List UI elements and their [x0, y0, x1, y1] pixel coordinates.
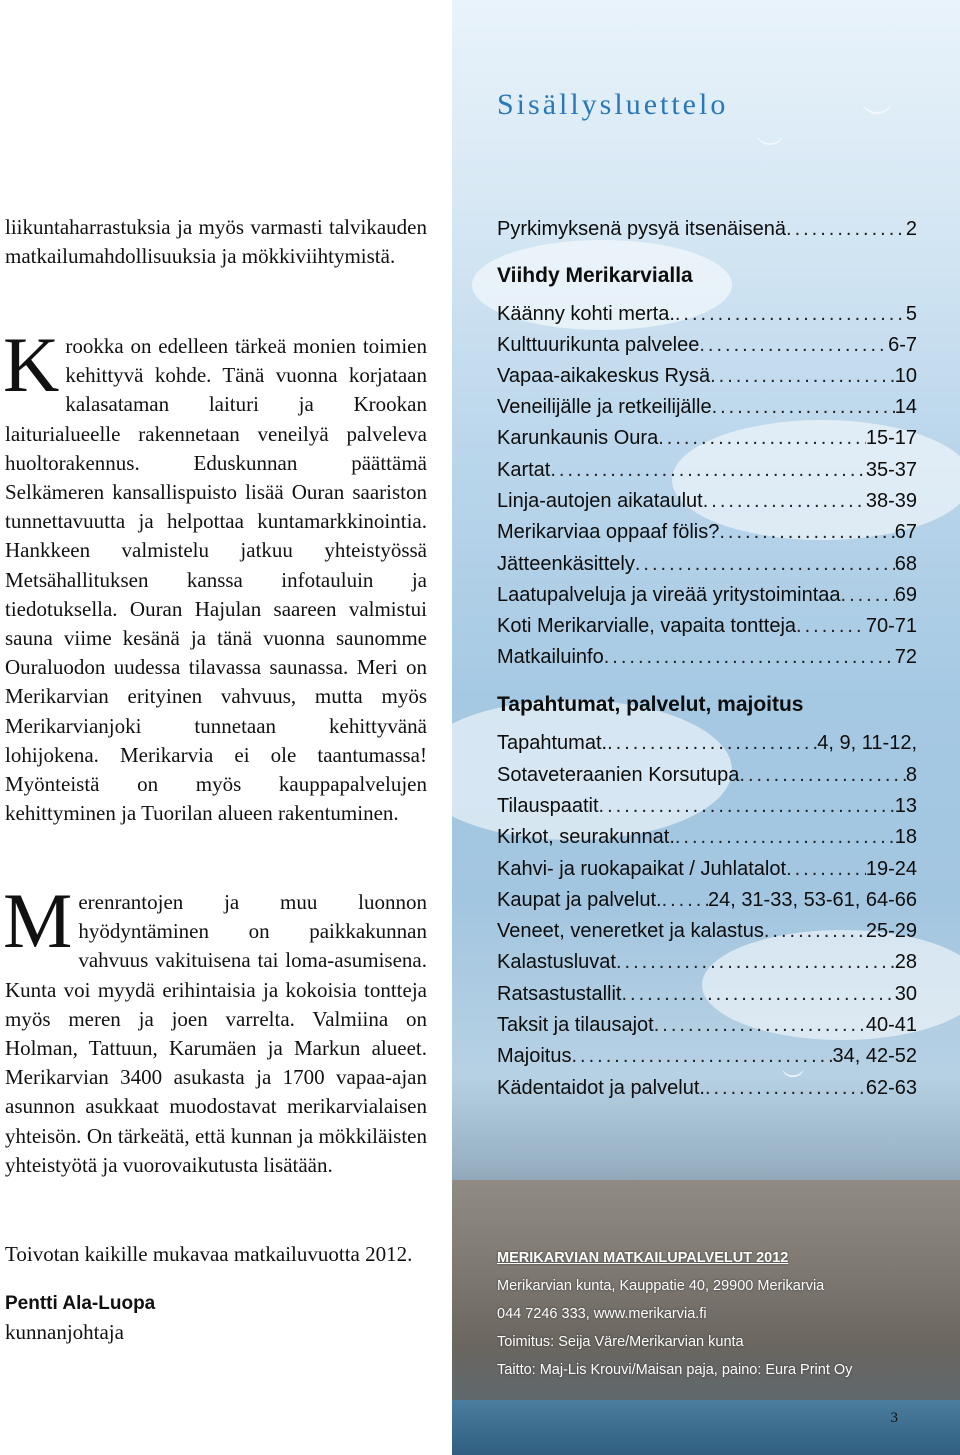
toc-row[interactable]: [497, 920, 917, 943]
toc-row[interactable]: [497, 646, 917, 669]
paragraph-intro: [5, 213, 427, 271]
toc-leader: [841, 584, 895, 607]
toc-row[interactable]: [497, 1045, 917, 1068]
toc-entry-title: Linja-autojen aikataulut: [497, 490, 703, 512]
toc-section-heading-1: Viihdy Merikarvialla: [497, 264, 693, 287]
toc-entry-page: 70-71: [865, 615, 917, 637]
toc-leader: [764, 920, 866, 943]
toc-entry-title: Sotaveteraanien Korsutupa: [497, 764, 740, 786]
toc-entry-page: 25-29: [865, 920, 917, 942]
toc-entry-title: Jätteenkäsittely: [497, 553, 635, 575]
toc-leader: [675, 826, 895, 849]
toc-row[interactable]: [497, 584, 917, 607]
dropcap-m: M: [3, 877, 73, 964]
toc-entry-page: 24, 31-33, 53-61, 64-66: [707, 889, 917, 911]
toc-leader: [739, 764, 905, 787]
toc-entry-page: 40-41: [865, 1014, 917, 1036]
toc-entry-title: Kartat: [497, 459, 551, 481]
toc-entry-title: Pyrkimyksenä pysyä itsenäisenä: [497, 218, 787, 240]
toc-entry-page: 14: [894, 396, 917, 418]
paragraph-merenrannat-text: erenrantojen ja muu luonnon hyödyntäminen on paikkakunnan vahvuus vakituisena tai loma-asumisena. Kunta voi myydä erihintaisia ja kokoisia tontteja myös meren ja joen varrelta. Valmiina on Holman, Tattuun, Karumäen ja Markun alueet. Merikarvian 3400 asukasta ja 1700 vapaa-ajan asunnon asukkaat muodostavat merikarvialaisen yhteisön. On tärkeätä, että kunnan ja mökkiläisten yhteistyötä ja vuorovaikutusta lisätään.: [5, 890, 427, 1177]
toc-row[interactable]: [497, 303, 917, 326]
toc-row[interactable]: [497, 365, 917, 388]
toc-row[interactable]: [497, 427, 917, 450]
toc-section-heading-2: Tapahtumat, palvelut, majoitus: [497, 693, 804, 716]
toc-entry-title: Veneet, veneretket ja kalastus: [497, 920, 764, 942]
toc-title: Sisällysluettelo: [497, 88, 729, 121]
toc-leader: [703, 490, 866, 513]
toc-leader: [604, 646, 895, 669]
toc-leader: [571, 1045, 832, 1068]
signature-name: Pentti Ala-Luopa: [5, 1293, 156, 1314]
paragraph-merenrannat: [3, 877, 427, 1180]
toc-row[interactable]: [497, 732, 917, 755]
imprint-editor: Toimitus: Seija Väre/Merikarvian kunta: [497, 1334, 744, 1350]
toc-entry-page: 30: [894, 983, 917, 1005]
toc-entry-title: Käänny kohti merta.: [497, 303, 675, 325]
toc-entry-page: 68: [894, 553, 917, 575]
toc-entry-title: Kädentaidot ja palvelut.: [497, 1077, 705, 1099]
signature-title: kunnanjohtaja: [5, 1320, 124, 1344]
toc-row[interactable]: [497, 983, 917, 1006]
toc-entry-title: Koti Merikarvialle, vapaita tontteja: [497, 615, 797, 637]
toc-entry-title: Kirkot, seurakunnat.: [497, 826, 675, 848]
toc-leader: [705, 1077, 866, 1100]
seagull-icon: ︶: [757, 136, 784, 166]
imprint-layout-print: Taitto: Maj-Lis Krouvi/Maisan paja, paino: Eura Print Oy: [497, 1362, 853, 1378]
toc-entry-page: 6-7: [888, 334, 917, 356]
toc-row[interactable]: [497, 1014, 917, 1037]
toc-leader: [616, 951, 895, 974]
toc-leader: [675, 303, 906, 326]
toc-entry-page: 72: [894, 646, 917, 668]
toc-row[interactable]: [497, 1077, 917, 1100]
toc-panel: [452, 0, 960, 1455]
toc-leader: [658, 427, 866, 450]
toc-leader: [622, 983, 895, 1006]
toc-row[interactable]: [497, 459, 917, 482]
toc-entry-page: 38-39: [865, 490, 917, 512]
toc-entry-page: 10: [894, 365, 917, 387]
seagull-icon: ︶: [782, 1070, 805, 1095]
toc-row[interactable]: [497, 615, 917, 638]
page-number: 3: [890, 1410, 898, 1426]
toc-row[interactable]: [497, 334, 917, 357]
toc-entry-title: Tapahtumat.: [497, 732, 608, 754]
toc-entry-page: 15-17: [865, 427, 917, 449]
toc-entry-page: 2: [905, 218, 917, 240]
toc-entry-page: 69: [894, 584, 917, 606]
toc-entry-title: Laatupalveluja ja vireää yritystoimintaa: [497, 584, 841, 606]
toc-leader: [719, 521, 894, 544]
toc-entry-title: Vapaa-aikakeskus Rysä: [497, 365, 711, 387]
toc-entry-page: 18: [894, 826, 917, 848]
toc-entry-page: 34, 42-52: [832, 1045, 917, 1067]
toc-row[interactable]: [497, 396, 917, 419]
imprint-heading: MERIKARVIAN MATKAILUPALVELUT 2012: [497, 1250, 789, 1266]
toc-leader: [599, 795, 895, 818]
imprint-address: Merikarvian kunta, Kauppatie 40, 29900 Merikarvia: [497, 1278, 825, 1294]
toc-entry-page: 28: [894, 951, 917, 973]
toc-row[interactable]: [497, 764, 917, 787]
imprint-block: [497, 1244, 937, 1384]
toc-entry-page: 19-24: [865, 858, 917, 880]
toc-leader: [786, 218, 906, 241]
toc-entry-title: Taksit ja tilausajot: [497, 1014, 654, 1036]
toc-leader: [712, 396, 895, 419]
paragraph-krookka: [3, 321, 427, 828]
toc-leader: [607, 732, 817, 755]
toc-leader: [654, 1014, 866, 1037]
toc-entry-page: 8: [905, 764, 917, 786]
paragraph-krookka-text: rookka on edelleen tärkeä monien toimien kehittyvä kohde. Tänä vuonna korjataan kalasataman laituri ja Krookan laiturialueelle rakennetaan veneilyä palveleva huoltorakennus. Eduskunnan päättämä Selkämeren kansallispuisto lisää Ouran saariston tunnettavuutta ja helpottaa kuntamarkkinointia. Hankkeen valmistelu jatkuu yhteistyössä Metsähallituksen kanssa infotauluin ja tiedotuksella. Ouran Hajulan saareen valmistui sauna viime kesänä ja tänä vuonna saunomme Ouraluodon uudessa tilavassa saunassa. Meri on Merikarvian erityinen vahvuus, mutta myös Merikarvianjoki tunnetaan kehittyvänä lohijokena. Merikarvia ei ole taantumassa! Myönteistä on myös kauppapalvelujen kehittyminen ja Tuorilan alueen rakentuminen.: [5, 334, 427, 826]
toc-leader: [796, 615, 866, 638]
toc-entry-page: 5: [905, 303, 917, 325]
toc-entry-page: 67: [894, 521, 917, 543]
toc-entry-title: Merikarviaa oppaaf fölis?: [497, 521, 720, 543]
toc-row[interactable]: [497, 826, 917, 849]
dropcap-k: K: [3, 321, 60, 408]
toc-row[interactable]: [497, 521, 917, 544]
toc-entry-title: Tilauspaatit: [497, 795, 599, 817]
toc-leader: [662, 889, 708, 912]
toc-entry-title: Majoitus: [497, 1045, 572, 1067]
toc-entry-page: 35-37: [865, 459, 917, 481]
toc-entry-page: 4, 9, 11-12,: [817, 732, 917, 754]
toc-leader: [635, 553, 895, 576]
toc-leader: [699, 334, 888, 357]
toc-entry-title: Karunkaunis Oura: [497, 427, 659, 449]
toc-leader: [710, 365, 895, 388]
toc-row[interactable]: [497, 490, 917, 513]
toc-row[interactable]: [497, 889, 917, 912]
sea-image: [452, 1400, 960, 1455]
toc-entry-title: Veneilijälle ja retkeilijälle: [497, 396, 712, 418]
toc-row-intro[interactable]: [497, 218, 917, 241]
toc-leader: [550, 459, 865, 482]
toc-entry-title: Matkailuinfo: [497, 646, 604, 668]
toc-row[interactable]: [497, 553, 917, 576]
toc-entry-page: 62-63: [865, 1077, 917, 1099]
seagull-icon: ︶: [862, 103, 892, 138]
toc-leader: [786, 858, 866, 881]
closing-greeting: Toivotan kaikille mukavaa matkailuvuotta 2012.: [5, 1242, 413, 1266]
toc-entry-title: Kulttuurikunta palvelee: [497, 334, 700, 356]
toc-row[interactable]: [497, 795, 917, 818]
toc-entry-title: Kahvi- ja ruokapaikat / Juhlatalot: [497, 858, 787, 880]
toc-row[interactable]: [497, 858, 917, 881]
paragraph-intro-text: liikuntaharrastuksia ja myös varmasti talvikauden matkailumahdollisuuksia ja mökkiviihtymistä.: [5, 215, 427, 269]
toc-entry-title: Ratsastustallit: [497, 983, 622, 1005]
imprint-contact: 044 7246 333, www.merikarvia.fi: [497, 1306, 707, 1322]
toc-entry-title: Kalastusluvat: [497, 951, 616, 973]
toc-row[interactable]: [497, 951, 917, 974]
signature-block: [5, 1240, 435, 1347]
toc-entry-page: 13: [894, 795, 917, 817]
toc-entry-title: Kaupat ja palvelut.: [497, 889, 662, 911]
left-column: [0, 0, 452, 1455]
